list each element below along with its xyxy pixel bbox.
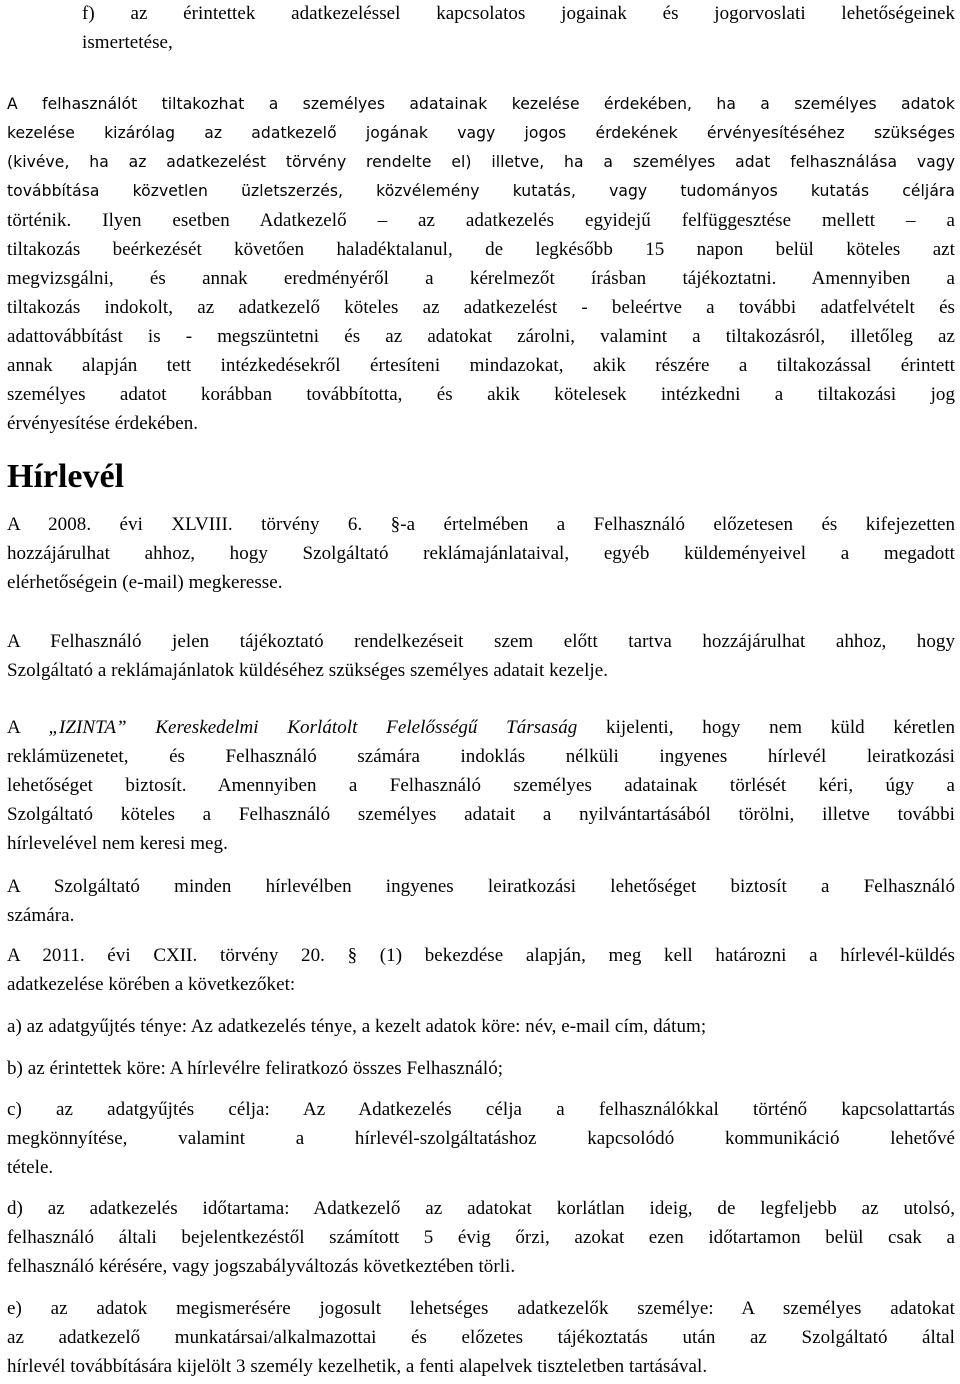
text-line: tiltakozás beérkezését követően haladéktalanul, de legkésőbb 15 napon belül köteles azt <box>7 239 955 260</box>
text-line: A Felhasználó jelen tájékoztató rendelkezéseit szem előtt tartva hozzájárulhat ahhoz, hogy <box>7 631 955 652</box>
text-line: elérhetőségein (e-mail) megkeresse. <box>7 572 283 593</box>
text-line: számára. <box>7 905 75 926</box>
text-line: d) az adatkezelés időtartama: Adatkezelő az adatokat korlátlan ideig, de legfeljebb az utolsó, <box>7 1198 955 1219</box>
text-line: megvizsgálni, és annak eredményéről a kérelmezőt írásban tájékoztatni. Amennyiben a <box>7 268 955 289</box>
text-line: A Szolgáltató minden hírlevélben ingyenes leiratkozási lehetőséget biztosít a Felhasználó <box>7 876 955 897</box>
text-line: történik. Ilyen esetben Adatkezelő – az adatkezelés egyidejű felfüggesztése mellett – a <box>7 210 955 231</box>
text-line: ismertetése, <box>82 32 173 53</box>
text-line: a) az adatgyűjtés ténye: Az adatkezelés ténye, a kezelt adatok köre: név, e-mail cím, dátum; <box>7 1016 707 1037</box>
text-line: személyes adatot korábban továbbította, és akik kötelesek intézkedni a tiltakozási jog <box>7 384 955 405</box>
text-line: e) az adatok megismerésére jogosult lehetséges adatkezelők személye: A személyes adatokat <box>7 1298 955 1319</box>
text-line: A 2008. évi XLVIII. törvény 6. §-a értelmében a Felhasználó előzetesen és kifejezetten <box>7 514 955 535</box>
text-line: reklámüzenetet, és Felhasználó számára indoklás nélküli ingyenes hírlevél leiratkozási <box>7 746 955 767</box>
text-line: érvényesítése érdekében. <box>7 413 199 434</box>
text-line: A felhasználót tiltakozhat a személyes adatainak kezelése érdekében, ha a személyes adatok <box>7 95 955 113</box>
text-line: továbbítása közvetlen üzletszerzés, közvélemény kutatás, vagy tudományos kutatás céljára <box>7 182 955 200</box>
text-line: kezelése kizárólag az adatkezelő jogának vagy jogos érdekének érvényesítéséhez szükséges <box>7 124 955 142</box>
text-line: felhasználó kérésére, vagy jogszabályváltozás következtében törli. <box>7 1256 516 1277</box>
text-line: hírlevél továbbítására kijelölt 3 személy kezelhetik, a fenti alapelvek tiszteletben tartásával. <box>7 1356 708 1377</box>
text-line: hozzájárulhat ahhoz, hogy Szolgáltató reklámajánlataival, egyéb küldeményeivel a megadott <box>7 543 955 564</box>
text-line: tiltakozás indokolt, az adatkezelő köteles az adatkezelést - beleértve a további adatfelvételt és <box>7 297 955 318</box>
text-line: annak alapján tett intézkedésekről értesíteni mindazokat, akik részére a tiltakozással érintett <box>7 355 955 376</box>
text-line: Szolgáltató a reklámajánlatok küldéséhez szükséges személyes adatait kezelje. <box>7 660 609 681</box>
text-line: (kivéve, ha az adatkezelést törvény rendelte el) illetve, ha a személyes adat felhasználása vagy <box>7 153 955 171</box>
text-line: lehetőséget biztosít. Amennyiben a Felhasználó személyes adatainak törlését kéri, úgy a <box>7 775 955 796</box>
text-line: megkönnyítése, valamint a hírlevél-szolgáltatáshoz kapcsolódó kommunikáció lehetővé <box>7 1128 955 1149</box>
text-line: c) az adatgyűjtés célja: Az Adatkezelés célja a felhasználókkal történő kapcsolattartás <box>7 1099 955 1120</box>
text-line: A 2011. évi CXII. törvény 20. § (1) bekezdése alapján, meg kell határozni a hírlevél-küldés <box>7 945 955 966</box>
section-heading: Hírlevél <box>7 458 125 495</box>
text-line: hírlevelével nem keresi meg. <box>7 833 228 854</box>
text-line: felhasználó általi bejelentkezéstől számított 5 évig őrzi, azokat ezen időtartamon belül csak a <box>7 1227 955 1248</box>
text-line: Szolgáltató köteles a Felhasználó személyes adatait a nyilvántartásából törölni, illetve további <box>7 804 955 825</box>
text-line: adattovábbítást is - megszüntetni és az adatokat zárolni, valamint a tiltakozásról, illetőleg az <box>7 326 955 347</box>
text-line: A „IZINTA” Kereskedelmi Korlátolt Felelősségű Társaság kijelenti, hogy nem küld kéretlen <box>7 717 956 738</box>
text-line: tétele. <box>7 1157 54 1178</box>
company-name: „IZINTA” Kereskedelmi Korlátolt Felelősségű Társaság <box>48 717 578 738</box>
text-line: f) az érintettek adatkezeléssel kapcsolatos jogainak és jogorvoslati lehetőségeinek <box>82 3 955 24</box>
text-line: az adatkezelő munkatársai/alkalmazottai és előzetes tájékoztatás után az Szolgáltató által <box>7 1327 955 1348</box>
text-line: adatkezelése körében a következőket: <box>7 974 296 995</box>
text-line: b) az érintettek köre: A hírlevélre feliratkozó összes Felhasználó; <box>7 1058 504 1079</box>
